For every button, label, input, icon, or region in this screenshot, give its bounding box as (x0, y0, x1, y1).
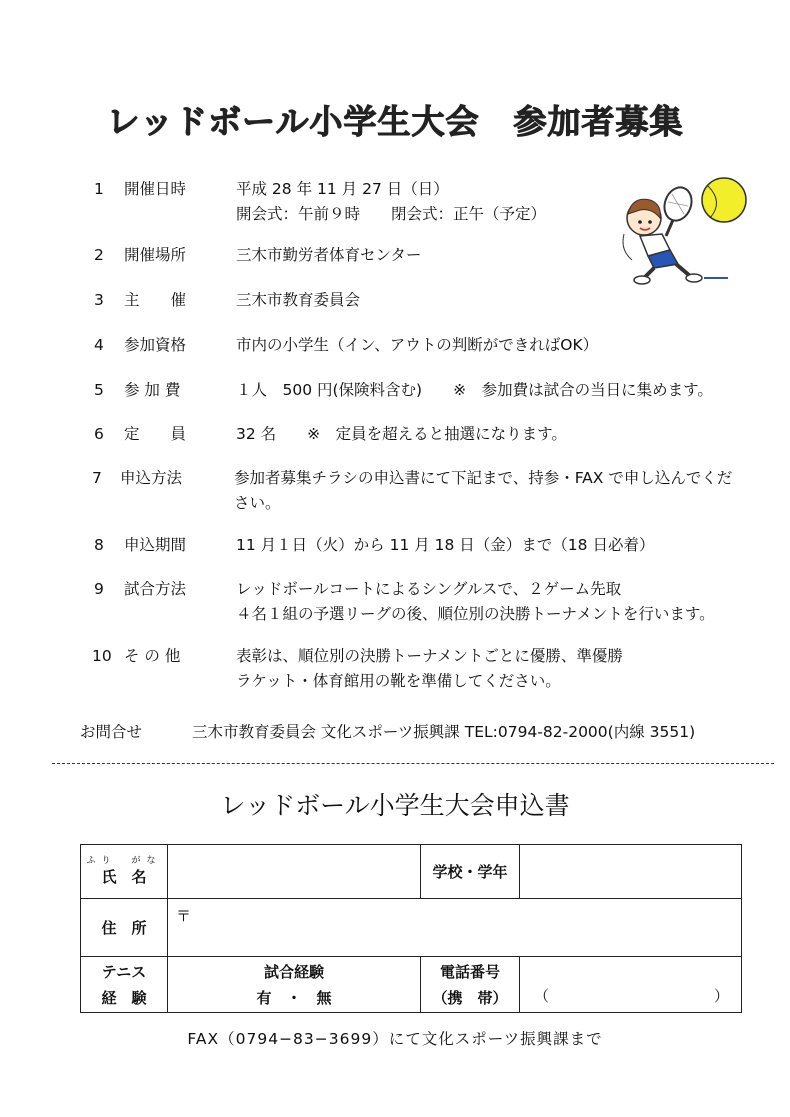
item-number: 7 (92, 469, 102, 487)
item-value: 32 名 ※ 定員を超えると抽選になります。 (236, 425, 567, 443)
contact-value: 三木市教育委員会 文化スポーツ振興課 TEL:0794-82-2000(内線 3551) (192, 723, 696, 741)
tennis-label-cell (81, 957, 168, 1013)
item-number: 8 (94, 536, 104, 554)
application-form-table (80, 844, 742, 1013)
item-label: 参加資格 (124, 336, 187, 354)
match-experience-cell[interactable] (168, 957, 421, 1013)
item-value: 平成 28 年 11 月 27 日（日） 開会式：午前９時 閉会式：正午（予定） (236, 180, 547, 223)
phone-label-cell (421, 957, 520, 1013)
address-field[interactable] (168, 899, 742, 957)
phone-field[interactable] (520, 957, 742, 1013)
item-number: 10 (92, 647, 112, 665)
tennis-ball (702, 178, 746, 222)
tennis-player-illustration (618, 170, 752, 288)
tennis-label-1: テニス (101, 962, 147, 981)
item-value: 三木市教育委員会 (236, 291, 361, 309)
item-label: 試合方法 (124, 580, 187, 598)
match-exp-label: 試合経験 (263, 962, 324, 981)
school-label: 学校・学年 (421, 845, 520, 899)
page-title: レッドボール小学生大会 参加者募集 (106, 102, 684, 141)
item-value: 三木市勤労者体育センター (236, 246, 422, 264)
postal-mark: 〒 (176, 907, 192, 925)
item-value: １人 500 円(保険料含む) ※ 参加費は試合の当日に集めます。 (236, 381, 713, 399)
phone-label-2: （携 帯） (432, 988, 508, 1007)
address-label: 住 所 (81, 899, 168, 957)
item-label: そ の 他 (124, 647, 181, 665)
name-field[interactable] (168, 845, 421, 899)
item-label: 参 加 費 (124, 381, 181, 399)
form-row-address (81, 899, 742, 957)
item-number: 9 (94, 580, 104, 598)
item-number: 5 (94, 381, 104, 399)
school-field[interactable] (520, 845, 742, 899)
contact-label: お問合せ (80, 723, 143, 741)
item-number: 4 (94, 336, 104, 354)
item-number: 3 (94, 291, 104, 309)
cut-line (52, 763, 774, 764)
item-value: 表彰は、順位別の決勝トーナメントごとに優勝、準優勝 ラケット・体育館用の靴を準備してください。 (236, 647, 623, 690)
form-row-name (81, 845, 742, 899)
match-exp-options[interactable]: 有 ・ 無 (256, 988, 332, 1007)
name-label: 氏 名 (101, 868, 147, 886)
item-label: 開催日時 (124, 180, 187, 198)
item-value: 参加者募集チラシの申込書にて下記まで、持参・FAX で申し込んでください。 (234, 469, 733, 512)
phone-label-1: 電話番号 (439, 962, 500, 981)
item-label: 主 催 (124, 291, 187, 309)
tennis-label-2: 経 験 (101, 988, 147, 1007)
item-label: 開催場所 (124, 246, 187, 264)
item-number: 1 (94, 180, 104, 198)
item-label: 申込方法 (120, 469, 183, 487)
phone-parens: （ ） (534, 987, 729, 1005)
form-row-tennis (81, 957, 742, 1013)
item-value: 11 月１日（火）から 11 月 18 日（金）まで（18 日必着） (236, 536, 655, 554)
name-label-cell (81, 845, 168, 899)
item-label: 定 員 (124, 425, 187, 443)
name-ruby: ふり がな (86, 856, 162, 866)
item-number: 2 (94, 246, 104, 264)
form-title: レッドボール小学生大会申込書 (220, 791, 570, 820)
item-value: レッドボールコートによるシングルスで、２ゲーム先取 ４名１組の予選リーグの後、順位別の決勝トーナメントを行います。 (236, 580, 715, 623)
item-number: 6 (94, 425, 104, 443)
item-value: 市内の小学生（イン、アウトの判断ができればOK） (236, 336, 599, 354)
fax-note: FAX（0794−83−3699）にて文化スポーツ振興課まで (187, 1030, 603, 1048)
item-label: 申込期間 (124, 536, 187, 554)
